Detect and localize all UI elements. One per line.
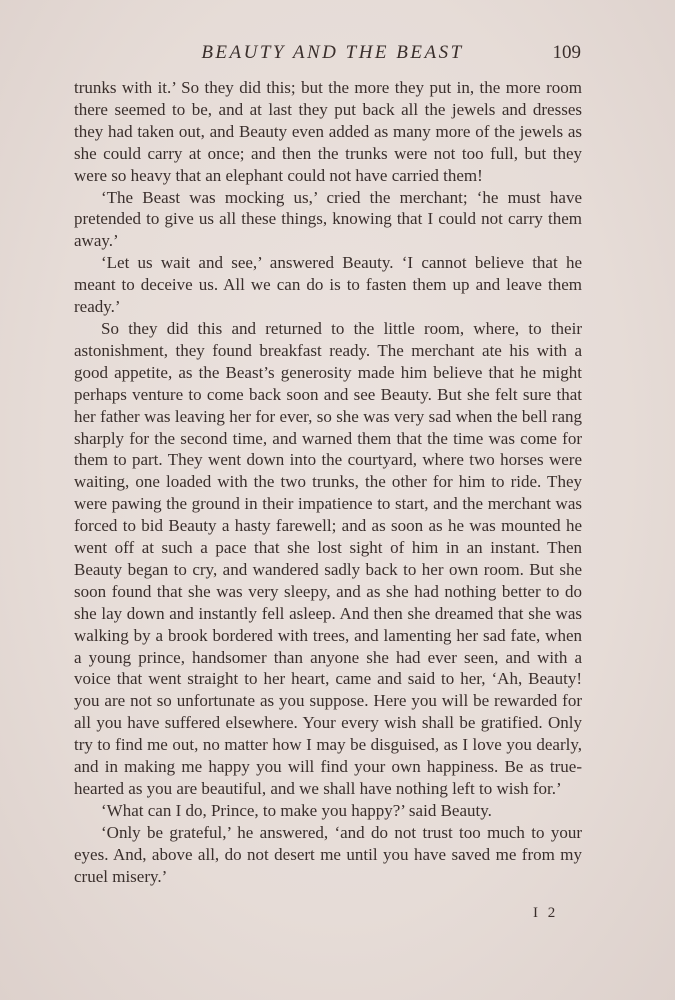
paragraph: ‘Only be grateful,’ he answered, ‘and do not trust too much to your eyes. And, above all, do not desert me until you have saved me from my cruel misery.’ <box>74 822 582 886</box>
paragraph-continued: trunks with it.’ So they did this; but the more they put in, the more room there seemed to be, and at last they put back all the jewels and dresses they had taken out, and Beauty even added as many more of the jewels as she could carry at once; and then the trunks were not too full, but they were so heavy that an elephant could not have carried them! <box>74 78 582 185</box>
paragraph: ‘Let us wait and see,’ answered Beauty. ‘I cannot believe that he meant to deceive us. All we can do is to fasten them up and leave them ready.’ <box>74 253 582 317</box>
paragraph: ‘The Beast was mocking us,’ cried the merchant; ‘he must have pretended to give us all these things, knowing that I could not carry them away.’ <box>74 187 582 251</box>
signature-mark: I 2 <box>533 905 559 921</box>
body-text <box>74 77 582 888</box>
paragraph: So they did this and returned to the little room, where, to their astonishment, they found breakfast ready. The merchant ate his with a good appetite, as the Beast’s generosity made him believe that he might perhaps venture to come back soon and see Beauty. But she felt sure that her father was leaving her for ever, so she was very sad when the bell rang sharply for the second time, and warned them that the time was come for them to part. They went down into the courtyard, where two horses were waiting, one loaded with the two trunks, the other for him to ride. They were pawing the ground in their impatience to start, and the merchant was forced to bid Beauty a hasty farewell; and as soon as he was mounted he went off at such a pace that she lost sight of him in an instant. Then Beauty began to cry, and wandered sadly back to her own room. But she soon found that she was very sleepy, and as she had nothing better to do she lay down and instantly fell asleep. And then she dreamed that she was walking by a brook bordered with trees, and lamenting her sad fate, when a young prince, handsomer than anyone she had ever seen, and with a voice that went straight to her heart, came and said to her, ‘Ah, Beauty! you are not so unfortunate as you suppose. Here you will be rewarded for all you have suffered elsewhere. Your every wish shall be gratified. Only try to find me out, no matter how I may be disguised, as I love you dearly, and in making me happy you will find your own happiness. Be as true-hearted as you are beautiful, and we shall have nothing left to wish for.’ <box>74 318 582 798</box>
paragraph: ‘What can I do, Prince, to make you happy?’ said Beauty. <box>101 800 492 820</box>
running-title: BEAUTY AND THE BEAST <box>201 42 464 63</box>
page-number: 109 <box>552 42 581 63</box>
running-head <box>74 40 583 68</box>
